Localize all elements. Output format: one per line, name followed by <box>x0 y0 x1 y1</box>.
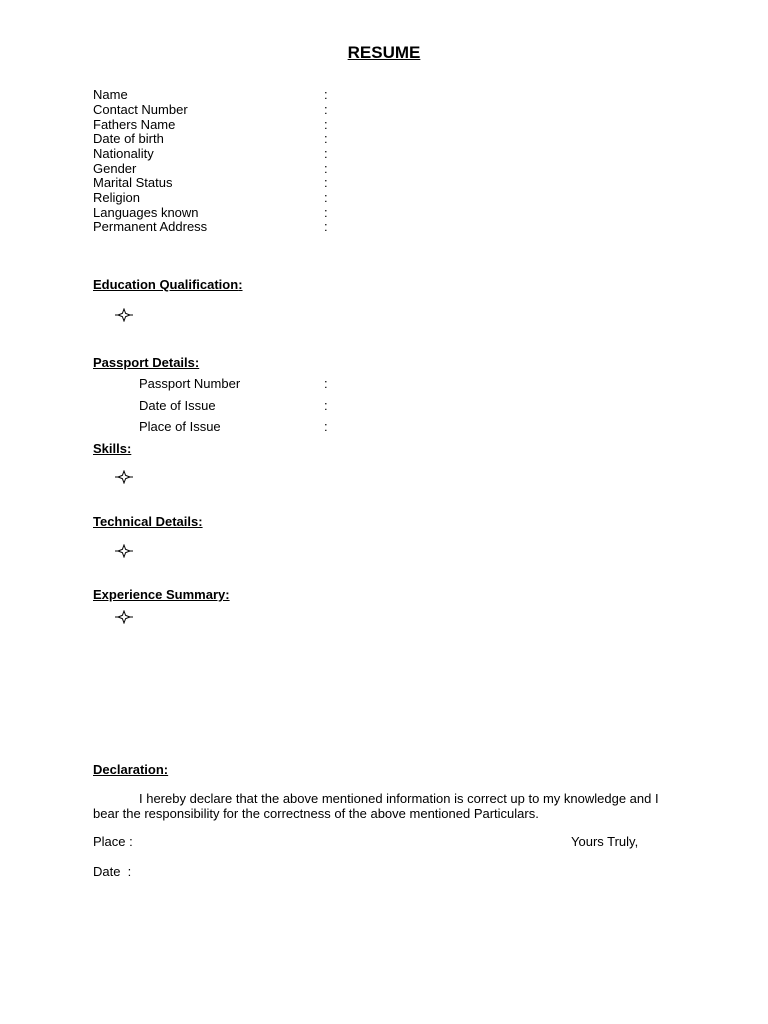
field-label-gender: Gender <box>93 161 137 176</box>
field-label-date-of-birth: Date of birth <box>93 131 164 146</box>
place-label: Place : <box>93 834 133 849</box>
four-point-star-icon <box>114 308 134 322</box>
yours-truly: Yours Truly, <box>571 834 639 849</box>
field-label-languages-known: Languages known <box>93 205 199 220</box>
field-label-nationality: Nationality <box>93 146 154 161</box>
education-heading-colon: : <box>238 277 243 292</box>
field-label-passport-number: Passport Number <box>139 376 241 391</box>
field-colon: : <box>324 205 328 220</box>
field-colon: : <box>324 146 328 161</box>
field-colon: : <box>324 419 328 434</box>
education-heading-text: Education Qualification <box>93 277 239 292</box>
field-label-contact-number: Contact Number <box>93 102 188 117</box>
declaration-text-line-1: I hereby declare that the above mentioned information is correct up to my knowledge and I <box>139 791 659 806</box>
field-colon: : <box>324 376 328 391</box>
field-colon: : <box>324 117 328 132</box>
skills-heading: Skills: <box>93 441 132 456</box>
field-label-date-of-issue: Date of Issue <box>139 398 216 413</box>
four-point-star-icon <box>114 544 134 558</box>
field-label-place-of-issue: Place of Issue <box>139 419 221 434</box>
field-label-fathers-name: Fathers Name <box>93 117 176 132</box>
field-colon: : <box>324 161 328 176</box>
date-label: Date : <box>93 864 132 879</box>
field-colon: : <box>324 87 328 102</box>
field-colon: : <box>324 175 328 190</box>
field-label-permanent-address: Permanent Address <box>93 219 208 234</box>
field-colon: : <box>324 131 328 146</box>
field-colon: : <box>324 398 328 413</box>
field-label-name: Name <box>93 87 128 102</box>
field-colon: : <box>324 190 328 205</box>
passport-heading: Passport Details: <box>93 355 200 370</box>
education-heading <box>93 277 243 292</box>
field-label-marital-status: Marital Status <box>93 175 173 190</box>
field-colon: : <box>324 102 328 117</box>
page-title: RESUME <box>347 43 421 62</box>
technical-details-heading: Technical Details: <box>93 514 203 529</box>
field-label-religion: Religion <box>93 190 140 205</box>
declaration-text-line-2: bear the responsibility for the correctness of the above mentioned Particulars. <box>93 806 539 821</box>
field-colon: : <box>324 219 328 234</box>
declaration-heading: Declaration: <box>93 762 169 777</box>
four-point-star-icon <box>114 610 134 624</box>
four-point-star-icon <box>114 470 134 484</box>
experience-summary-heading: Experience Summary: <box>93 587 230 602</box>
